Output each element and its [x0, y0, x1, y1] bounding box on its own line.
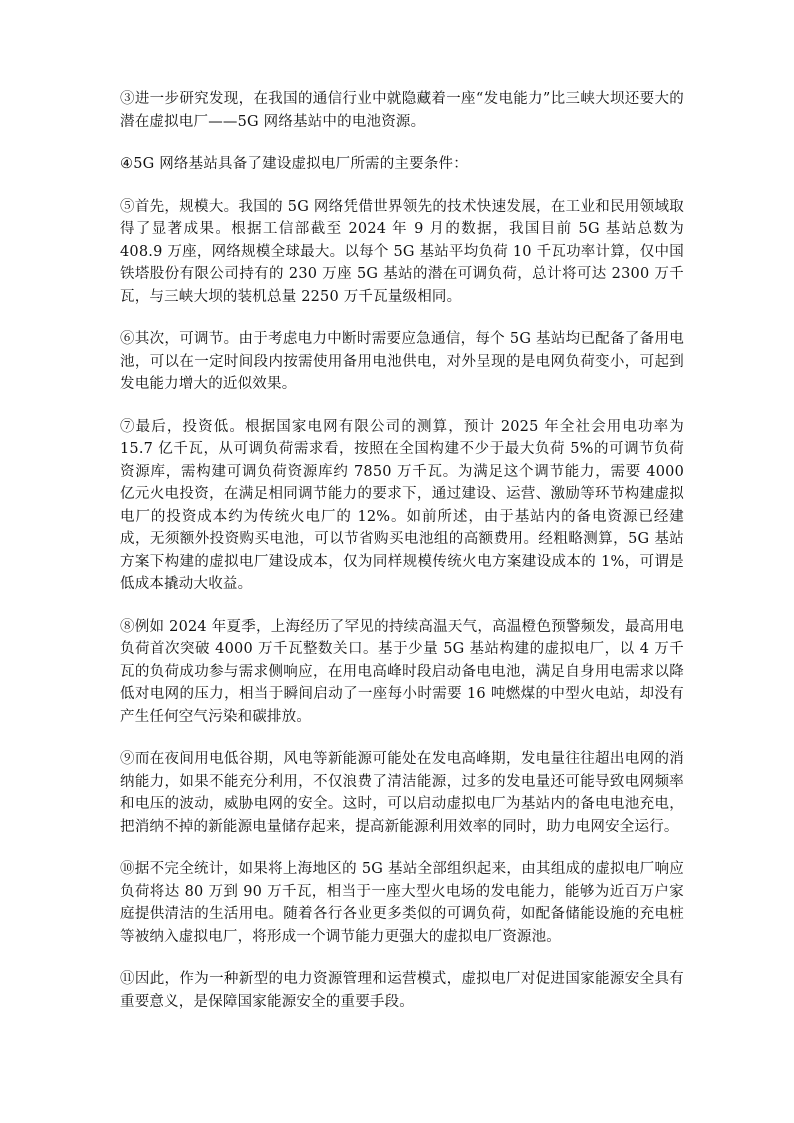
paragraph-11: ⑪因此，作为一种新型的电力资源管理和运营模式，虚拟电厂对促进国家能源安全具有重要意义，是保障国家能源安全的重要手段。 [120, 971, 684, 1010]
paragraph-8: ⑧例如 2024 年夏季，上海经历了罕见的持续高温天气，高温橙色预警频发，最高用电负荷首次突破 4000 万千瓦整数关口。基于少量 5G 基站构建的虚拟电厂，以 4 万千瓦的负荷成功参与需求侧响应，在用电高峰时段启动备电电池，满足自身用电需求以降低对电网的压力，相当于瞬间启动了一座每小时需要 16 吨燃煤的中型火电站，却没有产生任何空气污染和碳排放。 [120, 618, 684, 725]
paragraph-10: ⑩据不完全统计，如果将上海地区的 5G 基站全部组织起来，由其组成的虚拟电厂响应负荷将达 80 万到 90 万千瓦，相当于一座大型火电场的发电能力，能够为近百万户家庭提供清洁的生活用电。随着各行各业更多类似的可调负荷，如配备储能设施的充电桩等被纳入虚拟电厂，将形成一个调节能力更强大的虚拟电厂资源池。 [120, 861, 684, 945]
article-body [120, 88, 684, 1033]
paragraph-9: ⑨而在夜间用电低谷期，风电等新能源可能处在发电高峰期，发电量往往超出电网的消纳能力，如果不能充分利用，不仅浪费了清洁能源，过多的发电量还可能导致电网频率和电压的波动，威胁电网的安全。这时，可以启动虚拟电厂为基站内的备电电池充电，把消纳不掉的新能源电量储存起来，提高新能源利用效率的同时，助力电网安全运行。 [120, 751, 684, 835]
paragraph-5: ⑤首先，规模大。我国的 5G 网络凭借世界领先的技术快速发展，在工业和民用领域取得了显著成果。根据工信部截至 2024 年 9 月的数据，我国目前 5G 基站总数为 408.9 万座，网络规模全球最大。以每个 5G 基站平均负荷 10 千瓦功率计算，仅中国铁塔股份有限公司持有的 230 万座 5G 基站的潜在可调负荷，总计将可达 2300 万千瓦，与三峡大坝的装机总量 2250 万千瓦量级相同。 [120, 198, 684, 305]
paragraph-7: ⑦最后，投资低。根据国家电网有限公司的测算，预计 2025 年全社会用电功率为 15.7 亿千瓦，从可调负荷需求看，按照在全国构建不少于最大负荷 5%的可调节负荷资源库，需构建可调负荷资源库约 7850 万千瓦。为满足这个调节能力，需要 4000 亿元火电投资，在满足相同调节能力的要求下，通过建设、运营、激励等环节构建虚拟电厂的投资成本约为传统火电厂的 12%。如前所述，由于基站内的备电资源已经建成，无须额外投资购买电池，可以节省购买电池组的高额费用。经粗略测算，5G 基站方案下构建的虚拟电厂建设成本，仅为同样规模传统火电方案建设成本的 1%，可谓是低成本撬动大收益。 [120, 418, 684, 592]
paragraph-3: ③进一步研究发现，在我国的通信行业中就隐藏着一座“发电能力”比三峡大坝还要大的潜在虚拟电厂——5G 网络基站中的电池资源。 [120, 91, 684, 130]
paragraph-6: ⑥其次，可调节。由于考虑电力中断时需要应急通信，每个 5G 基站均已配备了备用电池，可以在一定时间段内按需使用备用电池供电，对外呈现的是电网负荷变小，可起到发电能力增大的近似效果。 [120, 331, 684, 392]
paragraph-4: ④5G 网络基站具备了建设虚拟电厂所需的主要条件： [120, 156, 468, 172]
